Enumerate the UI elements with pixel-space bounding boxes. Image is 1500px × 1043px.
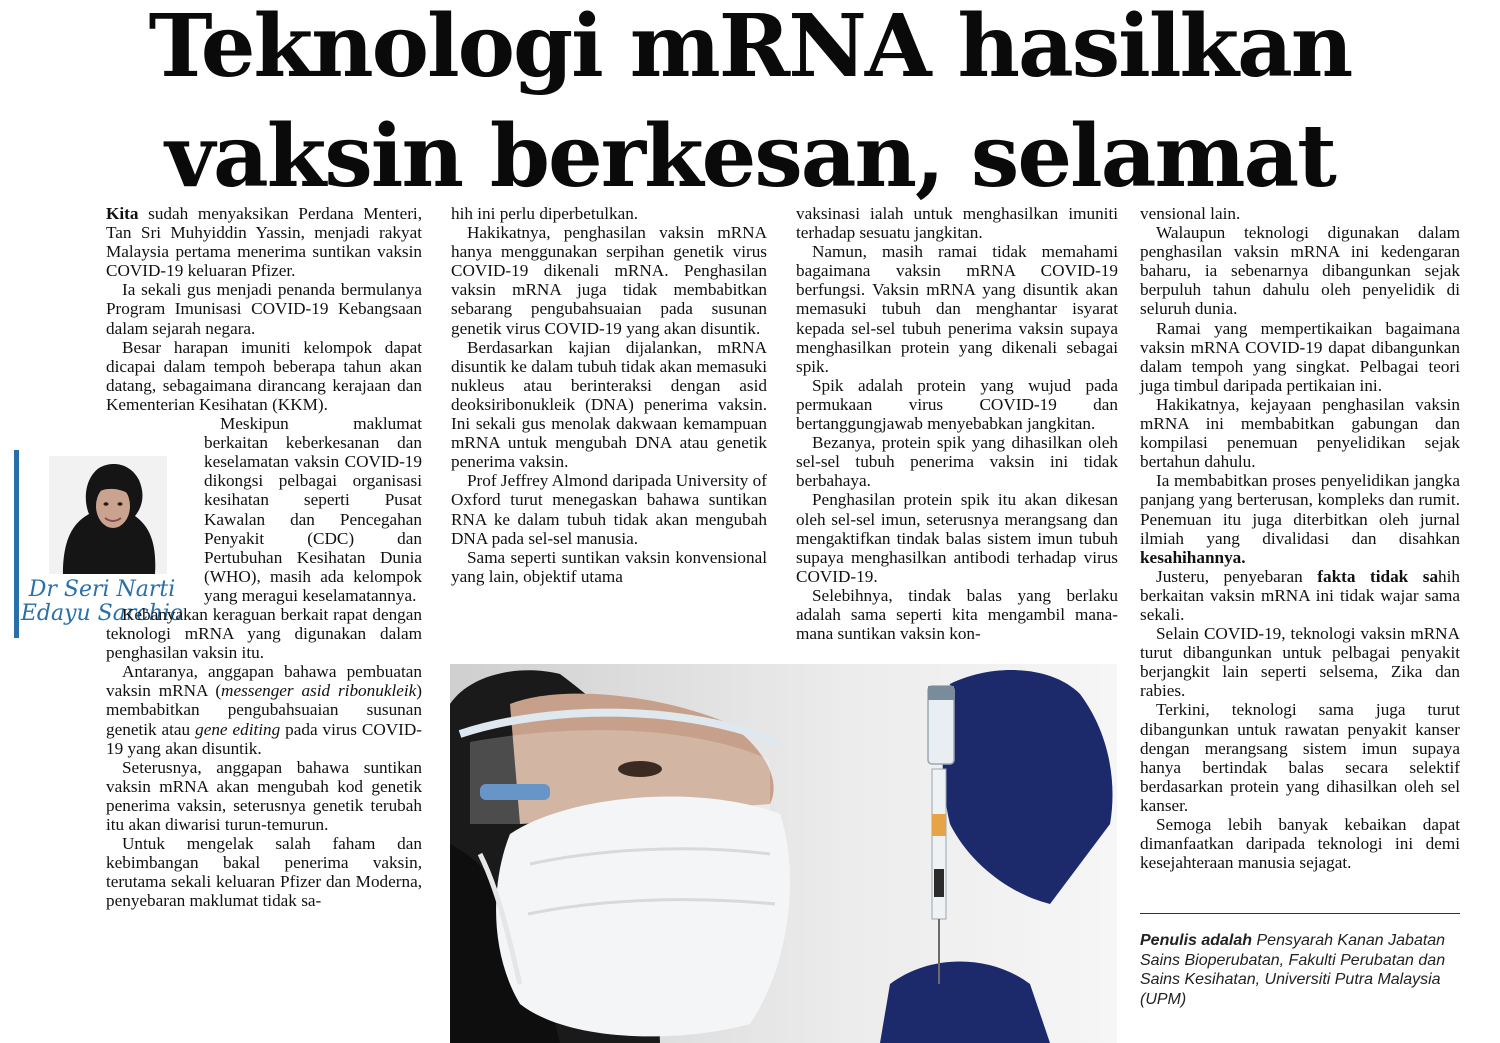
paragraph-text: hih berkaitan vaksin mRNA ini tidak wajar sama sekali. bbox=[1140, 566, 1461, 624]
paragraph: Berdasarkan kajian dijalankan, mRNA disuntik ke dalam tubuh tidak akan memasuki nukleus atau berinteraksi dengan asid deoksiribonukleik (DNA) penerima vaksin. Ini sekali gus menolak dakwaan kemampuan mRNA untuk mengubah DNA atau genetik penerima vaksin. bbox=[451, 337, 767, 472]
paragraph: Kebanyakan keraguan berkait rapat dengan teknologi mRNA yang digunakan dalam penghasilan vaksin itu. bbox=[106, 604, 422, 663]
paragraph: hih ini perlu diperbetulkan. bbox=[451, 204, 639, 223]
paragraph: Semoga lebih banyak kebaikan dapat dimanfaatkan daripada teknologi ini demi kesejahteraan manusia sejagat. bbox=[1140, 815, 1460, 873]
vaccine-photo bbox=[450, 664, 1117, 1043]
bold-term: fakta tidak sa bbox=[1317, 566, 1439, 586]
paragraph: vaksinasi ialah untuk menghasilkan imuniti terhadap sesuatu jangkitan. bbox=[796, 204, 1118, 243]
paragraph-text: Justeru, penyebaran bbox=[1156, 566, 1318, 586]
writer-note-label: Penulis adalah bbox=[1140, 932, 1253, 949]
paragraph: Seterusnya, anggapan bahawa suntikan vaksin mRNA akan mengubah kod genetik penerima vaksin, seterusnya genetik terubah itu akan diwarisi turun-temurun. bbox=[106, 757, 422, 834]
paragraph: Penghasilan protein spik itu akan dikesan oleh sel-sel imun, seterusnya merangsang dan mengaktifkan tindak balas sistem imun tubuh supaya menghasilkan antibodi terhadap virus COVID-19. bbox=[796, 490, 1118, 586]
paragraph: Untuk mengelak salah faham dan kebimbangan bakal penerima vaksin, terutama sekali keluaran Pfizer dan Moderna, penyebaran maklumat tidak sa- bbox=[106, 834, 422, 911]
paragraph: Meskipun maklumat berkaitan keberkesanan dan keselamatan vaksin COVID-19 dikongsi pelbagai organisasi kesihatan seperti Pusat Kawalan dan Pencegahan Penyakit (CDC) dan Pertubuhan Kesihatan Dunia (WHO), masih ada kelompok yang meragui keselamatannya. bbox=[204, 414, 422, 605]
paragraph bbox=[1140, 471, 1460, 566]
paragraph: Hakikatnya, penghasilan vaksin mRNA hanya menggunakan serpihan genetik virus COVID-19 dikenali mRNA. Penghasilan vaksin mRNA juga tidak membabitkan sebarang pengubahsuaian pada susunan genetik virus COVID-19 yang akan disuntik. bbox=[451, 223, 767, 338]
article-column-2 bbox=[451, 204, 767, 586]
author-name-line-1: Dr Seri Narti bbox=[28, 577, 176, 602]
footer-divider bbox=[1140, 913, 1460, 914]
article-column-3 bbox=[796, 204, 1118, 643]
article-column-1 bbox=[106, 204, 422, 910]
author-box-gap bbox=[106, 414, 204, 600]
paragraph: Besar harapan imuniti kelompok dapat dicapai dalam tempoh beberapa tahun akan datang, sebagaimana dirancang kerajaan dan Kementerian Kesihatan (KKM). bbox=[106, 337, 422, 414]
paragraph: Selebihnya, tindak balas yang berlaku adalah sama seperti kita mengambil mana-mana suntikan vaksin kon- bbox=[796, 585, 1118, 644]
paragraph-text: Ia membabitkan proses penyelidikan jangka panjang yang berterusan, kompleks dan rumit. Penemuan itu juga diterbitkan oleh jurnal ilmiah yang divalidasi dan disahkan bbox=[1140, 471, 1460, 548]
paragraph: Hakikatnya, kejayaan penghasilan vaksin mRNA ini membabitkan gabungan dan kompilasi penemuan penyelidikan sejak bertahun dahulu. bbox=[1140, 394, 1460, 472]
paragraph-text: pada virus COVID-19 yang akan disuntik. bbox=[106, 719, 422, 758]
lead-word: Kita bbox=[106, 204, 139, 223]
paragraph-text: Antaranya, anggapan bahawa pembuatan vaksin mRNA ( bbox=[106, 662, 422, 701]
paragraph: Walaupun teknologi digunakan dalam penghasilan vaksin mRNA ini kedengaran baharu, ia sebenarnya dibangunkan sejak berpuluh tahun dahulu oleh penyelidik di seluruh dunia. bbox=[1140, 223, 1460, 319]
paragraph: Spik adalah protein yang wujud pada permukaan virus COVID-19 dan bertanggungjawab menyebabkan jangkitan. bbox=[796, 375, 1118, 434]
italic-term: messenger asid ribonukleik bbox=[221, 681, 417, 701]
paragraph: Selain COVID-19, teknologi vaksin mRNA turut dibangunkan untuk pelbagai penyakit berjangkit lain seperti selsema, Zika dan rabies. bbox=[1140, 624, 1460, 701]
paragraph bbox=[106, 662, 422, 757]
paragraph: Sama seperti suntikan vaksin konvensional yang lain, objektif utama bbox=[451, 547, 767, 586]
paragraph-text: ) membabitkan pengubahsuaian susunan genetik atau bbox=[106, 681, 422, 739]
article-column-4 bbox=[1140, 204, 1460, 872]
paragraph: Terkini, teknologi sama juga turut dibangunkan untuk rawatan penyakit kanser dengan merangsang sistem imun supaya hanya bertindak balas secara selektif berdasarkan protein yang dihasilkan oleh sel kanser. bbox=[1140, 700, 1460, 815]
paragraph-text: sudah menyaksikan Perdana Menteri, Tan Sri Muhyiddin Yassin, menjadi rakyat Malaysia pertama menerima suntikan vaksin COVID-19 keluaran Pfizer. bbox=[106, 204, 422, 281]
paragraph bbox=[1140, 567, 1460, 624]
paragraph: Ramai yang mempertikaikan bagaimana vaksin mRNA COVID-19 dapat dibangunkan dalam tempoh yang singkat. Pelbagai teori juga timbul daripada pertikaian ini. bbox=[1140, 318, 1460, 395]
writer-note bbox=[1140, 931, 1456, 1009]
paragraph: Prof Jeffrey Almond daripada University of Oxford turut menegaskan bahawa suntikan RNA ke dalam tubuh tidak akan mengubah DNA pada sel-sel manusia. bbox=[451, 471, 767, 548]
paragraph bbox=[106, 204, 422, 280]
paragraph: Namun, masih ramai tidak memahami bagaimana vaksin mRNA COVID-19 berfungsi. Vaksin mRNA yang disuntik akan memasuki tubuh dan menghantar isyarat kepada sel-sel tubuh penerima vaksin supaya menghasilkan protein yang dikenali sebagai spik. bbox=[796, 242, 1118, 376]
writer-note-text: Pensyarah Kanan Jabatan Sains Bioperubatan, Fakulti Perubatan dan Sains Kesihatan, Universiti Putra Malaysia (UPM) bbox=[1140, 932, 1446, 1008]
paragraph: Ia sekali gus menjadi penanda bermulanya Program Imunisasi COVID-19 Kebangsaan dalam sejarah negara. bbox=[106, 280, 422, 338]
bold-term: kesahihannya. bbox=[1140, 547, 1246, 567]
paragraph: vensional lain. bbox=[1140, 204, 1241, 223]
paragraph: Bezanya, protein spik yang dihasilkan oleh sel-sel tubuh penerima vaksin ini tidak berbahaya. bbox=[796, 433, 1118, 491]
headline-line-2: vaksin berkesan, selamat bbox=[165, 106, 1335, 207]
author-name-line-2: Edayu Sarchio bbox=[20, 601, 184, 626]
headline-line-1: Teknologi mRNA hasilkan bbox=[148, 0, 1352, 97]
italic-term: gene editing bbox=[195, 719, 281, 739]
